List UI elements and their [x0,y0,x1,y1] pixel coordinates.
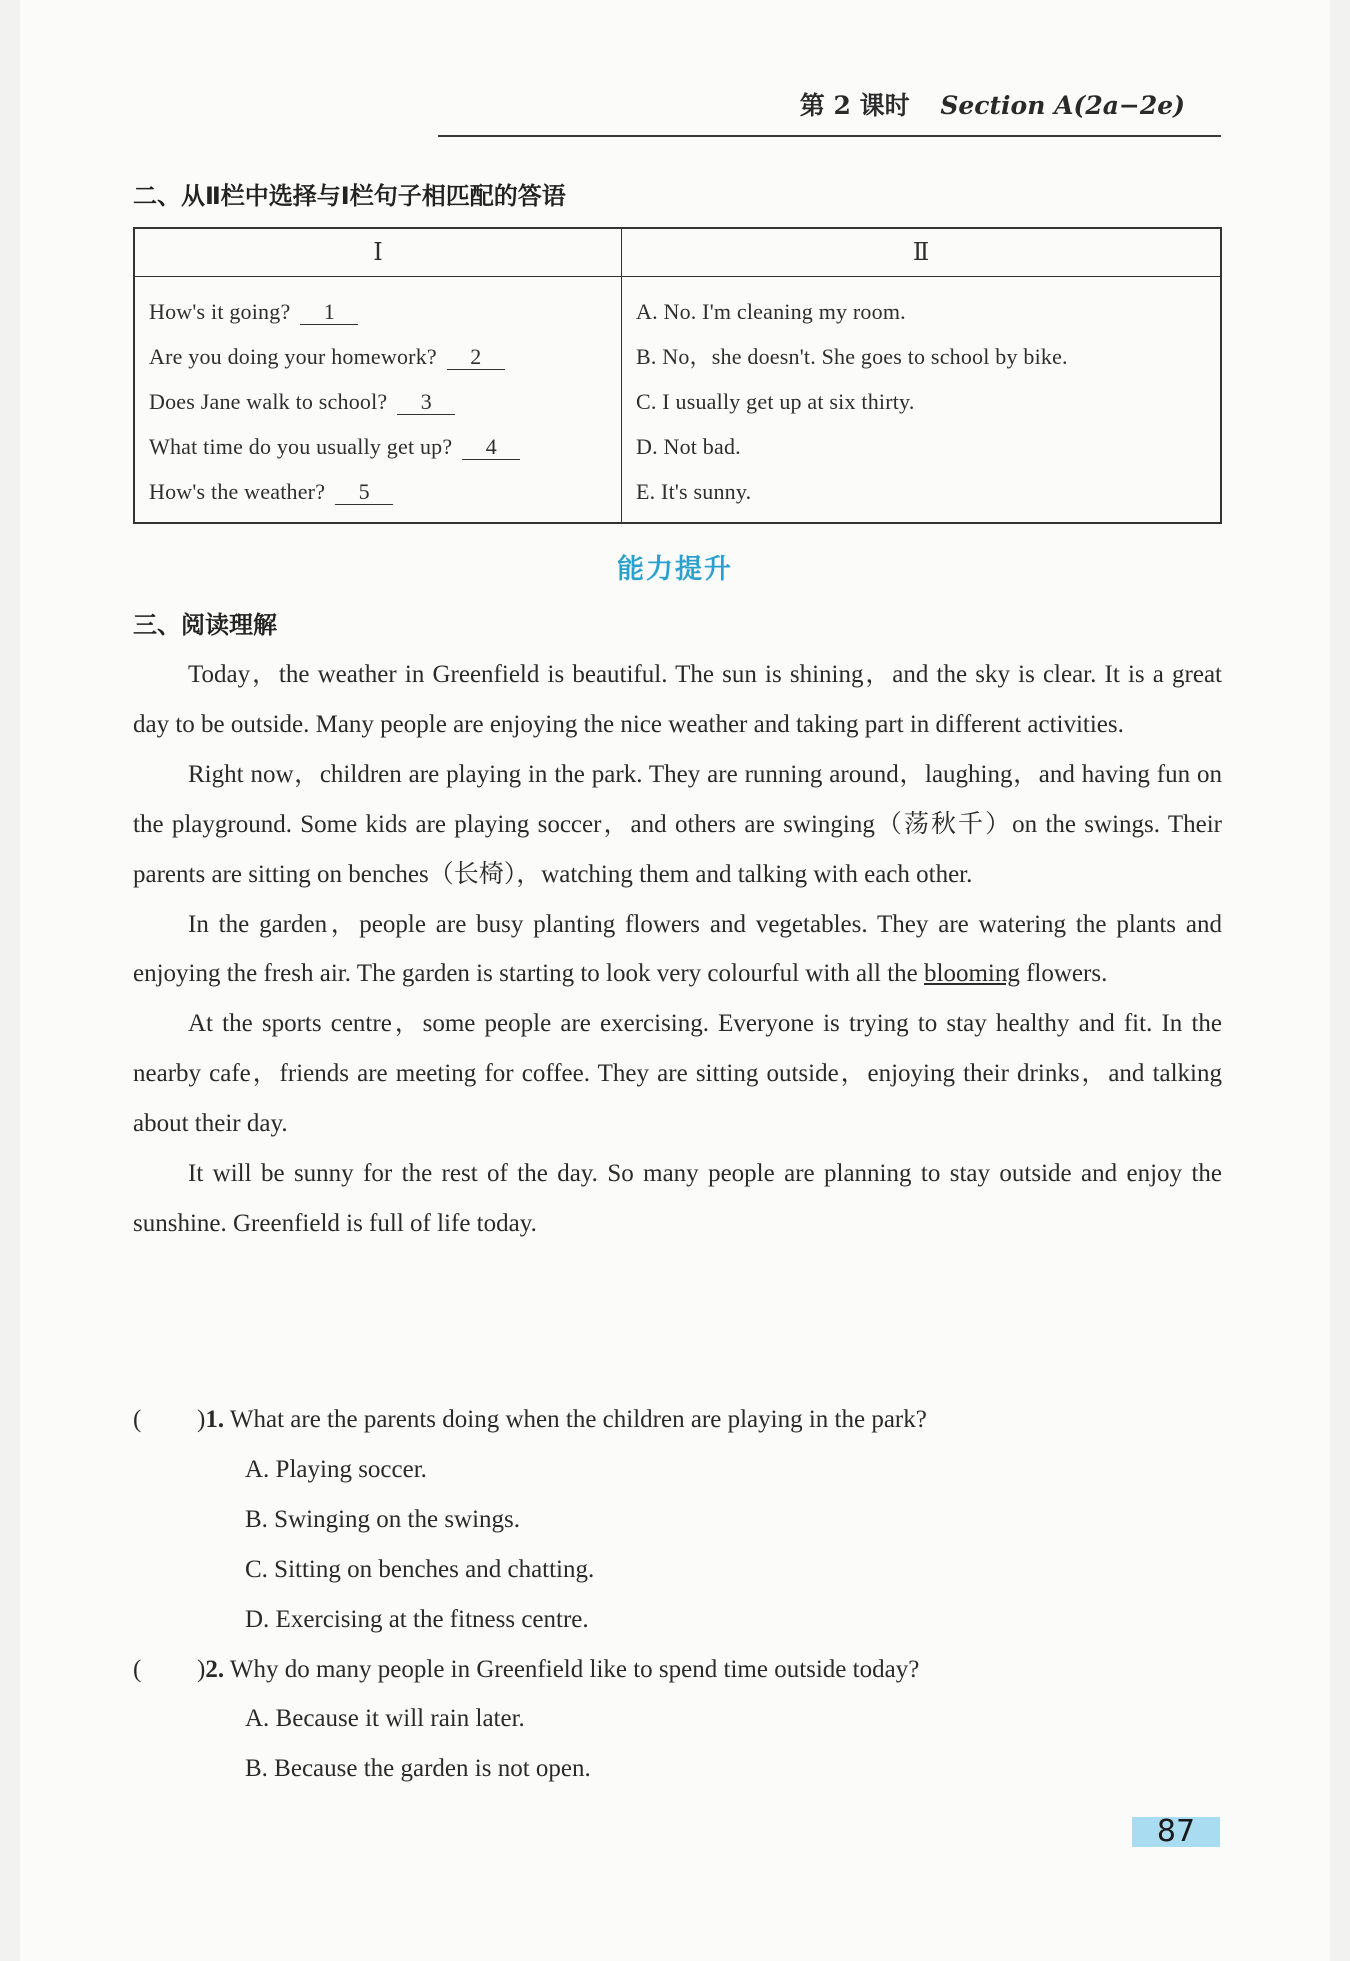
answer-option: A. No. I'm cleaning my room. [636,299,906,324]
question-text: Does Jane walk to school? [149,389,388,414]
workbook-page [20,0,1330,1961]
underlined-word: blooming [924,960,1020,988]
paragraph-tail: flowers. [1019,960,1108,988]
option-d: D. Exercising at the fitness centre. [245,1605,589,1633]
lesson-label: 第 2 课时 [799,91,910,120]
bracket-close: ) [197,1406,206,1433]
answer-blank[interactable]: 2 [447,345,505,370]
passage-paragraph: Today，the weather in Greenfield is beautiful. The sun is shining，and the sky is clear. It is a great day to be outside. Many people are enjoying the nice weather and taking part in different activities. [133,661,1222,738]
question-row [149,334,621,379]
answer-bracket[interactable]: ( [133,1406,142,1433]
answer-option: B. No，she doesn't. She goes to school by bike. [636,344,1068,369]
question-row [149,469,621,514]
matching-table [133,227,1222,524]
question-text: Why do many people in Greenfield like to spend time outside today? [229,1655,920,1683]
column-header-1: Ⅰ [134,228,622,277]
question-row [149,379,621,424]
answer-option: C. I usually get up at six thirty. [636,389,915,414]
reading-passage [133,650,1222,1249]
paragraph-text: In the garden，people are busy planting flowers and vegetables. They are watering the plants and enjoying the fresh air. The garden is starting to look very colourful with all the [133,910,1222,988]
question-row [149,424,621,469]
passage-paragraph: It will be sunny for the rest of the day. So many people are planning to stay outside and enjoy the sunshine. Greenfield is full of life today. [133,1160,1222,1237]
column-header-2: Ⅱ [622,228,1222,277]
question-2 [133,1645,1222,1695]
answer-blank[interactable]: 5 [335,480,393,505]
option-c: C. Sitting on benches and chatting. [245,1555,595,1583]
answer-blank[interactable]: 3 [397,390,455,415]
question-1 [133,1395,1222,1445]
column-1-cell [134,277,622,524]
answer-option: D. Not bad. [636,434,741,459]
passage-paragraph [133,900,1222,1000]
page-header [800,86,1185,122]
section-label: Section A(2a−2e) [940,91,1185,120]
question-number: 1. [205,1406,225,1433]
part2-title: 二、从Ⅱ栏中选择与Ⅰ栏句子相匹配的答语 [133,182,566,210]
option-b: B. Swinging on the swings. [245,1505,521,1533]
bracket-close: ) [197,1655,206,1683]
answer-blank[interactable]: 1 [300,300,358,325]
passage-paragraph: Right now，children are playing in the park. They are running around，laughing，and having fun on the playground. Some kids are playing soccer，and others are swinging（荡秋千）on the swings. Their parents are sitting on benches（长椅），watching them and talking with each other. [133,760,1222,888]
answer-bracket[interactable]: ( [133,1655,142,1683]
option-a: A. Because it will rain later. [245,1705,525,1733]
question-text: Are you doing your homework? [149,344,437,369]
page-number: 87 [1132,1817,1220,1847]
question-number: 2. [205,1655,225,1683]
passage-paragraph: At the sports centre，some people are exercising. Everyone is trying to stay healthy and fit. In the nearby cafe，friends are meeting for coffee. They are sitting outside，enjoying their drinks，and talking about their day. [133,1010,1222,1138]
question-text: What time do you usually get up? [149,434,453,459]
column-2-cell [622,277,1222,524]
question-row [149,289,621,334]
option-a: A. Playing soccer. [245,1455,427,1483]
question-text: How's the weather? [149,479,326,504]
part3-title: 三、阅读理解 [133,611,277,639]
question-text: How's it going? [149,299,291,324]
header-divider [438,135,1221,137]
option-b: B. Because the garden is not open. [245,1755,591,1783]
question-list [133,1395,1222,1794]
ability-section-title: 能力提升 [617,554,733,585]
answer-option: E. It's sunny. [636,479,752,504]
answer-blank[interactable]: 4 [462,435,520,460]
question-text: What are the parents doing when the children are playing in the park? [229,1406,927,1433]
